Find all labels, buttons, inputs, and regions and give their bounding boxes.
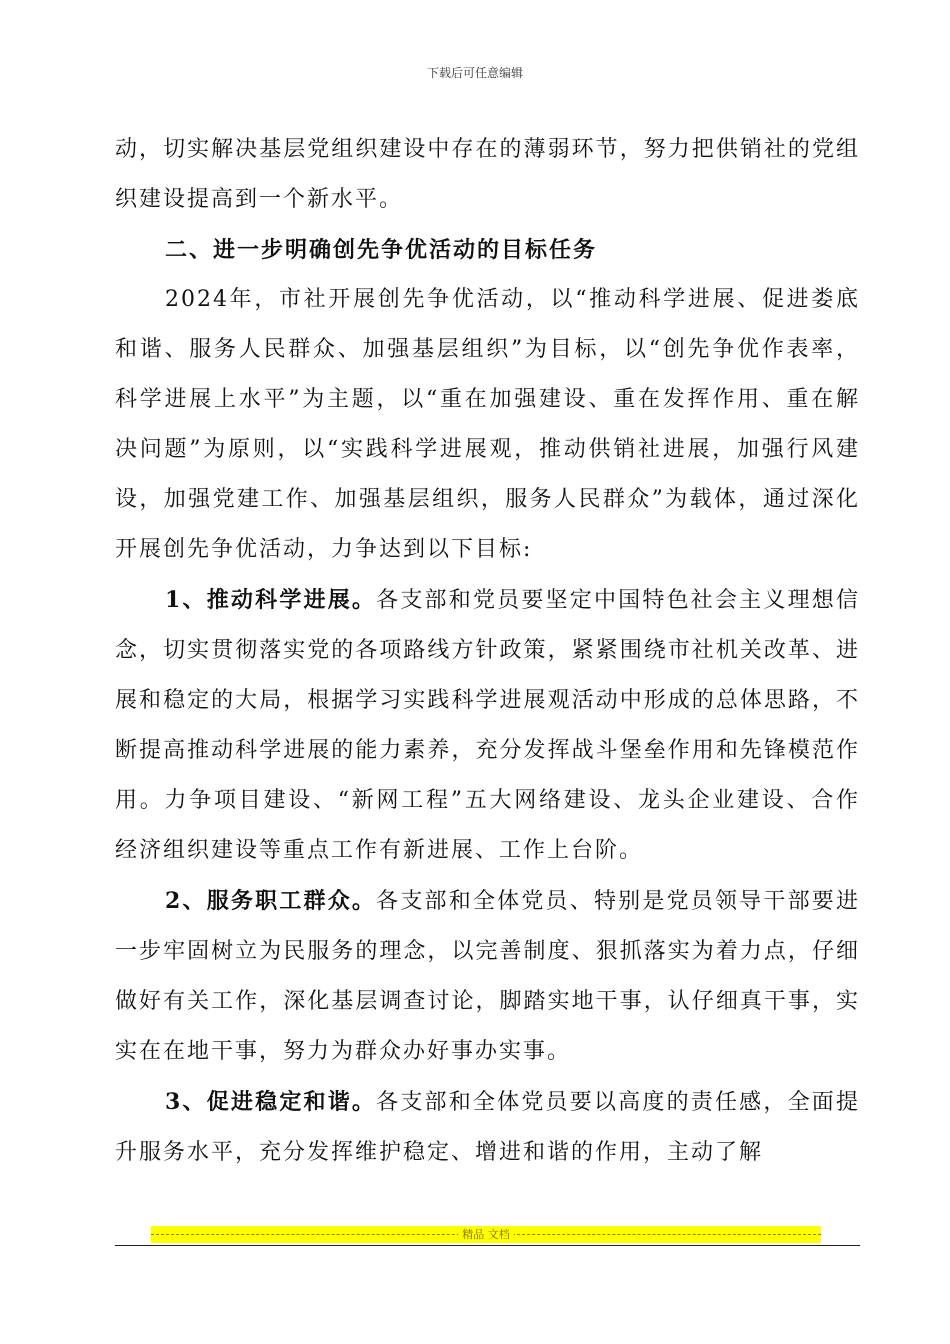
page-footer	[115, 1226, 860, 1246]
paragraph-goals	[115, 275, 860, 575]
paragraph-text: 各支部和全体党员要以高度的责任感，全面提升服务水平，充分发挥维护稳定、增进和谐的作用，主动了解	[115, 1090, 860, 1165]
paragraph-text: 动，切实解决基层党组织建设中存在的薄弱环节，努力把供销社的党组织建设提高到一个新水平。	[115, 137, 860, 212]
item-lead: 3、促进稳定和谐。	[165, 1089, 377, 1115]
footer-highlight-band	[151, 1226, 821, 1243]
paragraph-item-3	[115, 1077, 860, 1178]
paragraph-continuation	[115, 125, 860, 225]
item-lead: 1、推动科学进展。	[165, 587, 377, 613]
paragraph-item-1	[115, 575, 860, 876]
page-header-note: 下载后可任意编辑	[426, 66, 523, 80]
footer-label: 精品 文档	[458, 1226, 514, 1243]
paragraph-text: 各支部和党员要坚定中国特色社会主义理想信念，切实贯彻落实党的各项路线方针政策，紧紧围绕市社机关改革、进展和稳定的大局，根据学习实践科学进展观活动中形成的总体思路，不断提高推动科学进展的能力素养，充分发挥战斗堡垒作用和先锋模范作用。力争项目建设、“新网工程”五大网络建设、龙头企业建设、合作经济组织建设等重点工作有新进展、工作上台阶。	[115, 588, 860, 863]
paragraph-text: 2024年，市社开展创先争优活动，以“推动科学进展、促进娄底和谐、服务人民群众、加强基层组织”为目标，以“创先争优作表率，科学进展上水平”为主题，以“重在加强建设、重在发挥作用、重在解决问题”为原则，以“实践科学进展观，推动供销社进展，加强行风建设，加强党建工作、加强基层组织，服务人民群众”为载体，通过深化开展创先争优活动，力争达到以下目标:	[115, 287, 860, 562]
paragraph-item-2	[115, 876, 860, 1077]
section-heading: 二、进一步明确创先争优活动的目标任务	[165, 237, 598, 263]
paragraph-text: 各支部和全体党员、特别是党员领导干部要进一步牢固树立为民服务的理念，以完善制度、狠抓落实为着力点，仔细做好有关工作，深化基层调查讨论，脚踏实地干事，认仔细真干事，实实在在地干事，努力为群众办好事办实事。	[115, 889, 860, 1064]
item-lead: 2、服务职工群众。	[165, 888, 377, 914]
footer-rule	[115, 1245, 860, 1246]
document-body	[115, 125, 860, 1178]
